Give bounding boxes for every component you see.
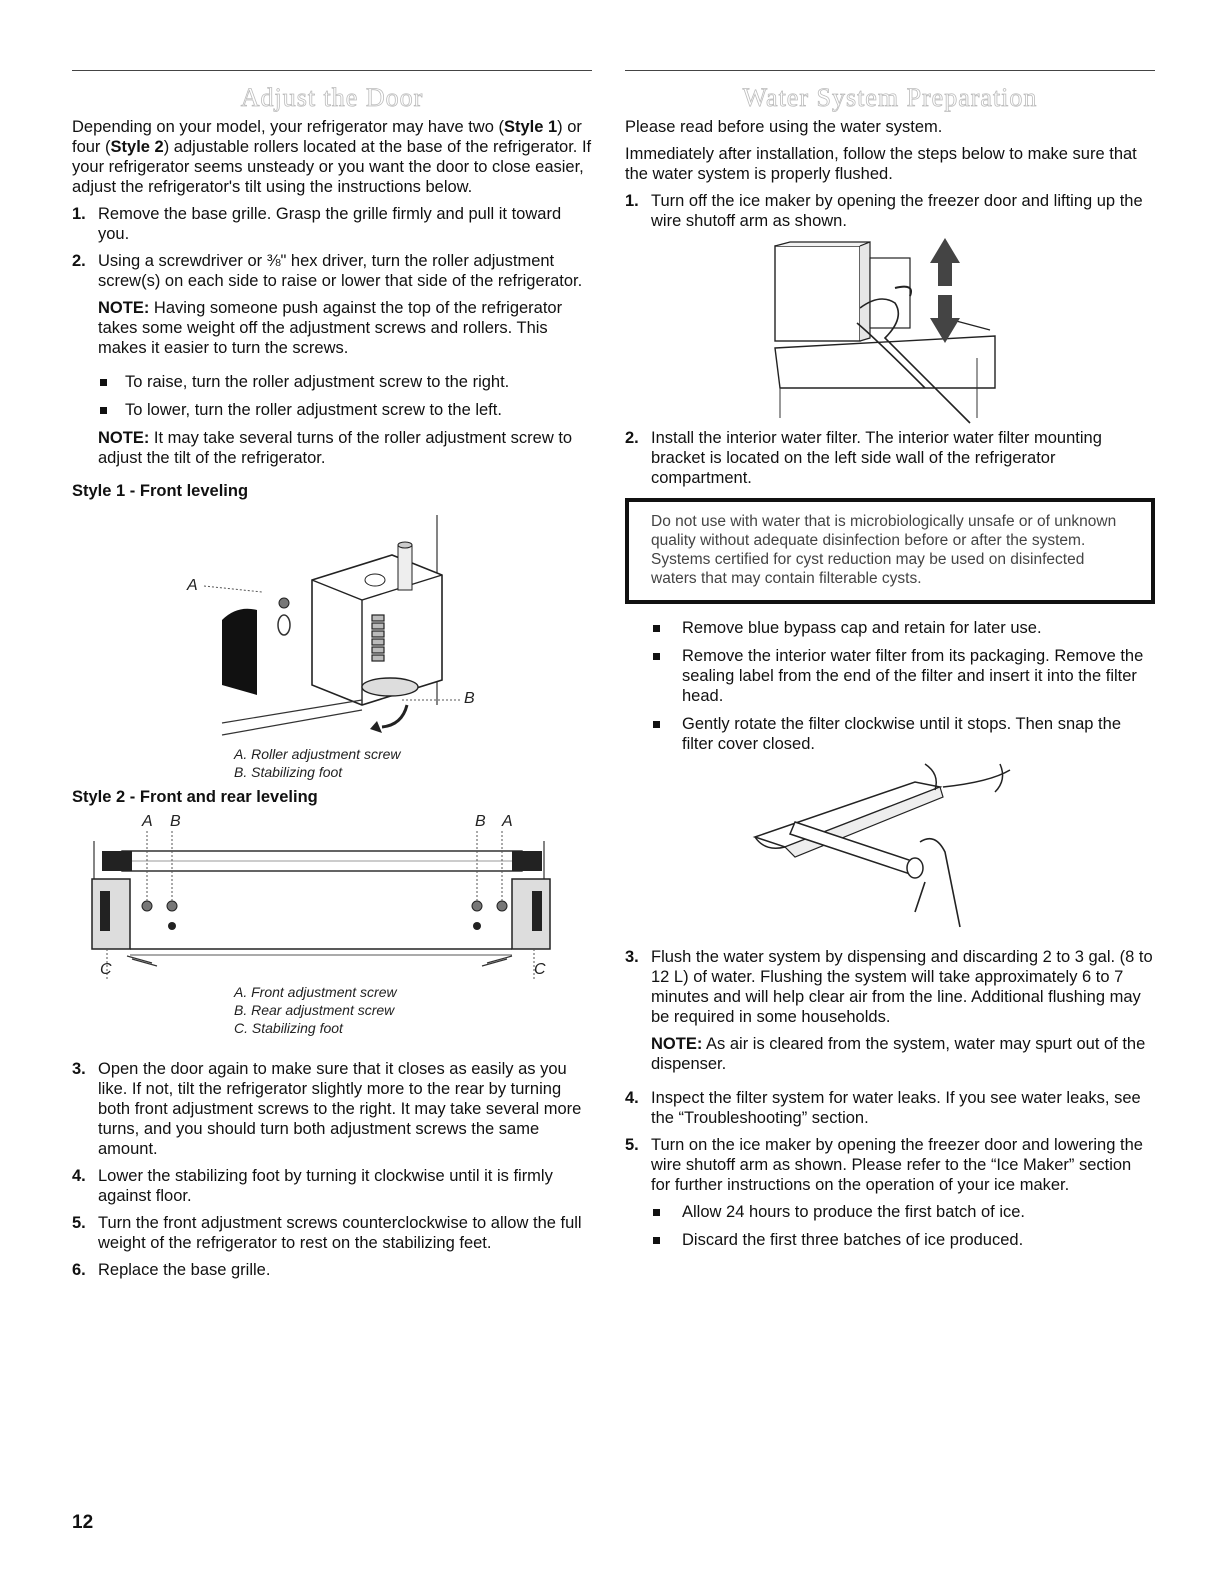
step-1: 1. Remove the base grille. Grasp the grille firmly and pull it toward you. <box>72 205 562 243</box>
note-paragraph: NOTE: It may take several turns of the roller adjustment screw to adjust the tilt of the refrigerator. <box>98 429 573 467</box>
bullet-square-icon <box>653 1209 660 1216</box>
step-5: 5. Turn the front adjustment screws counterclockwise to allow the full weight of the refrigerator to rest on the stabilizing feet. <box>72 1214 582 1252</box>
bullet-square-icon <box>653 721 660 728</box>
page-number: 12 <box>72 1512 94 1533</box>
top-rule <box>72 70 592 71</box>
step-4: 4. Lower the stabilizing foot by turning it clockwise until it is firmly against floor. <box>72 1167 553 1205</box>
list-item: To lower, turn the roller adjustment screw to the left. <box>96 400 592 420</box>
style1-heading: Style 1 - Front leveling <box>72 482 249 500</box>
right-column <box>625 70 1155 1258</box>
step-1: 1. Turn off the ice maker by opening the freezer door and lifting up the wire shutoff arm as shown. <box>625 192 1143 230</box>
figure-caption: A. Roller adjustment screw B. Stabilizing foot <box>234 746 401 780</box>
ice-maker-illustration <box>625 238 1155 428</box>
label-a-left: A <box>142 813 153 830</box>
list-item: Remove blue bypass cap and retain for later use. <box>649 618 1155 638</box>
list-item: Discard the first three batches of ice produced. <box>649 1230 1155 1250</box>
bullet-square-icon <box>653 625 660 632</box>
label-b: B <box>464 690 475 707</box>
ice-maker-diagram <box>625 238 1155 428</box>
bullet-square-icon <box>653 1237 660 1244</box>
step-4: 4. Inspect the filter system for water leaks. If you see water leaks, see the “Troubleshooting” section. <box>625 1089 1141 1127</box>
water-filter-illustration <box>625 762 1155 947</box>
left-column <box>72 70 592 1287</box>
list-item: To raise, turn the roller adjustment screw to the right. <box>96 372 592 392</box>
label-c-left: C <box>100 961 112 978</box>
note-paragraph: NOTE: Having someone push against the top of the refrigerator takes some weight off the adjustment screws and rollers. This makes it easier to turn the screws. <box>98 299 563 357</box>
list-item: Remove the interior water filter from its packaging. Remove the sealing label from the end of the filter and insert it into the filter head. <box>649 646 1155 706</box>
style2-heading: Style 2 - Front and rear leveling <box>72 788 318 806</box>
section-title-water-system: Water System Preparation <box>742 83 1038 112</box>
style2-leveling-diagram <box>72 811 592 1059</box>
bullet-square-icon <box>100 407 107 414</box>
bullet-square-icon <box>653 653 660 660</box>
warning-box: Do not use with water that is microbiologically unsafe or of unknown quality without adequate disinfection before or after the system. Systems certified for cyst reduction may be used on disinfected waters that may contain filterable cysts. <box>625 498 1155 604</box>
intro-paragraph: Depending on your model, your refrigerator may have two (Style 1) or four (Style 2) adjustable rollers located at the base of the refrigerator. If your refrigerator seems unsteady or you want the door to close easier, adjust the refrigerator's tilt using the instructions below. <box>72 118 592 196</box>
step-3: 3. Flush the water system by dispensing and discarding 2 to 3 gal. (8 to 12 L) of water. Flushing the system will take approximately 6 to 7 minutes and will help clear air from the line. Additional flushing may be required in some households. NOTE: As air is cleared from the system, water may spurt out of the dispenser. <box>625 947 1155 1081</box>
step-2: 2. Using a screwdriver or ⅜" hex driver, turn the roller adjustment screw(s) on each side to raise or lower that side of the refrigerator. NOTE: Having someone push against the top of the refrigerator takes some weight off the adjustment screws and rollers. This makes it easier to turn the screws. <box>72 251 592 365</box>
roller-illustration <box>72 505 592 780</box>
step-2: 2. Install the interior water filter. The interior water filter mounting bracket is located on the left side wall of the refrigerator compartment. <box>625 429 1102 487</box>
figure-caption: A. Front adjustment screw B. Rear adjustment screw C. Stabilizing foot <box>234 984 397 1036</box>
top-rule <box>625 70 1155 71</box>
step-3: 3. Open the door again to make sure that it closes as easily as you like. If not, tilt the refrigerator slightly more to the rear by turning both front adjustment screws to the right. It may take several more turns, and you should turn both adjustment screws the same amount. <box>72 1060 582 1158</box>
water-filter-diagram <box>625 762 1155 947</box>
label-a: A <box>187 577 198 594</box>
step-5: 5. Turn on the ice maker by opening the freezer door and lowering the wire shutoff arm as shown. Please refer to the “Ice Maker” section for further instructions on the operation of your ice maker. <box>625 1136 1143 1194</box>
label-c-right: C <box>534 961 546 978</box>
list-item: Gently rotate the filter clockwise until it stops. Then snap the filter cover closed. <box>649 714 1155 754</box>
note-paragraph: NOTE: As air is cleared from the system, water may spurt out of the dispenser. <box>651 1035 1146 1073</box>
step-6: 6. Replace the base grille. <box>72 1261 271 1279</box>
bullet-square-icon <box>100 379 107 386</box>
intro-paragraph: Please read before using the water system. <box>625 118 943 136</box>
label-a-right: A <box>502 813 513 830</box>
intro-paragraph: Immediately after installation, follow the steps below to make sure that the water system is properly flushed. <box>625 145 1137 183</box>
section-title-adjust-door: Adjust the Door <box>240 83 424 112</box>
list-item: Allow 24 hours to produce the first batch of ice. <box>649 1202 1155 1222</box>
label-b-right: B <box>475 813 486 830</box>
style1-roller-diagram <box>72 505 592 780</box>
label-b-left: B <box>170 813 181 830</box>
